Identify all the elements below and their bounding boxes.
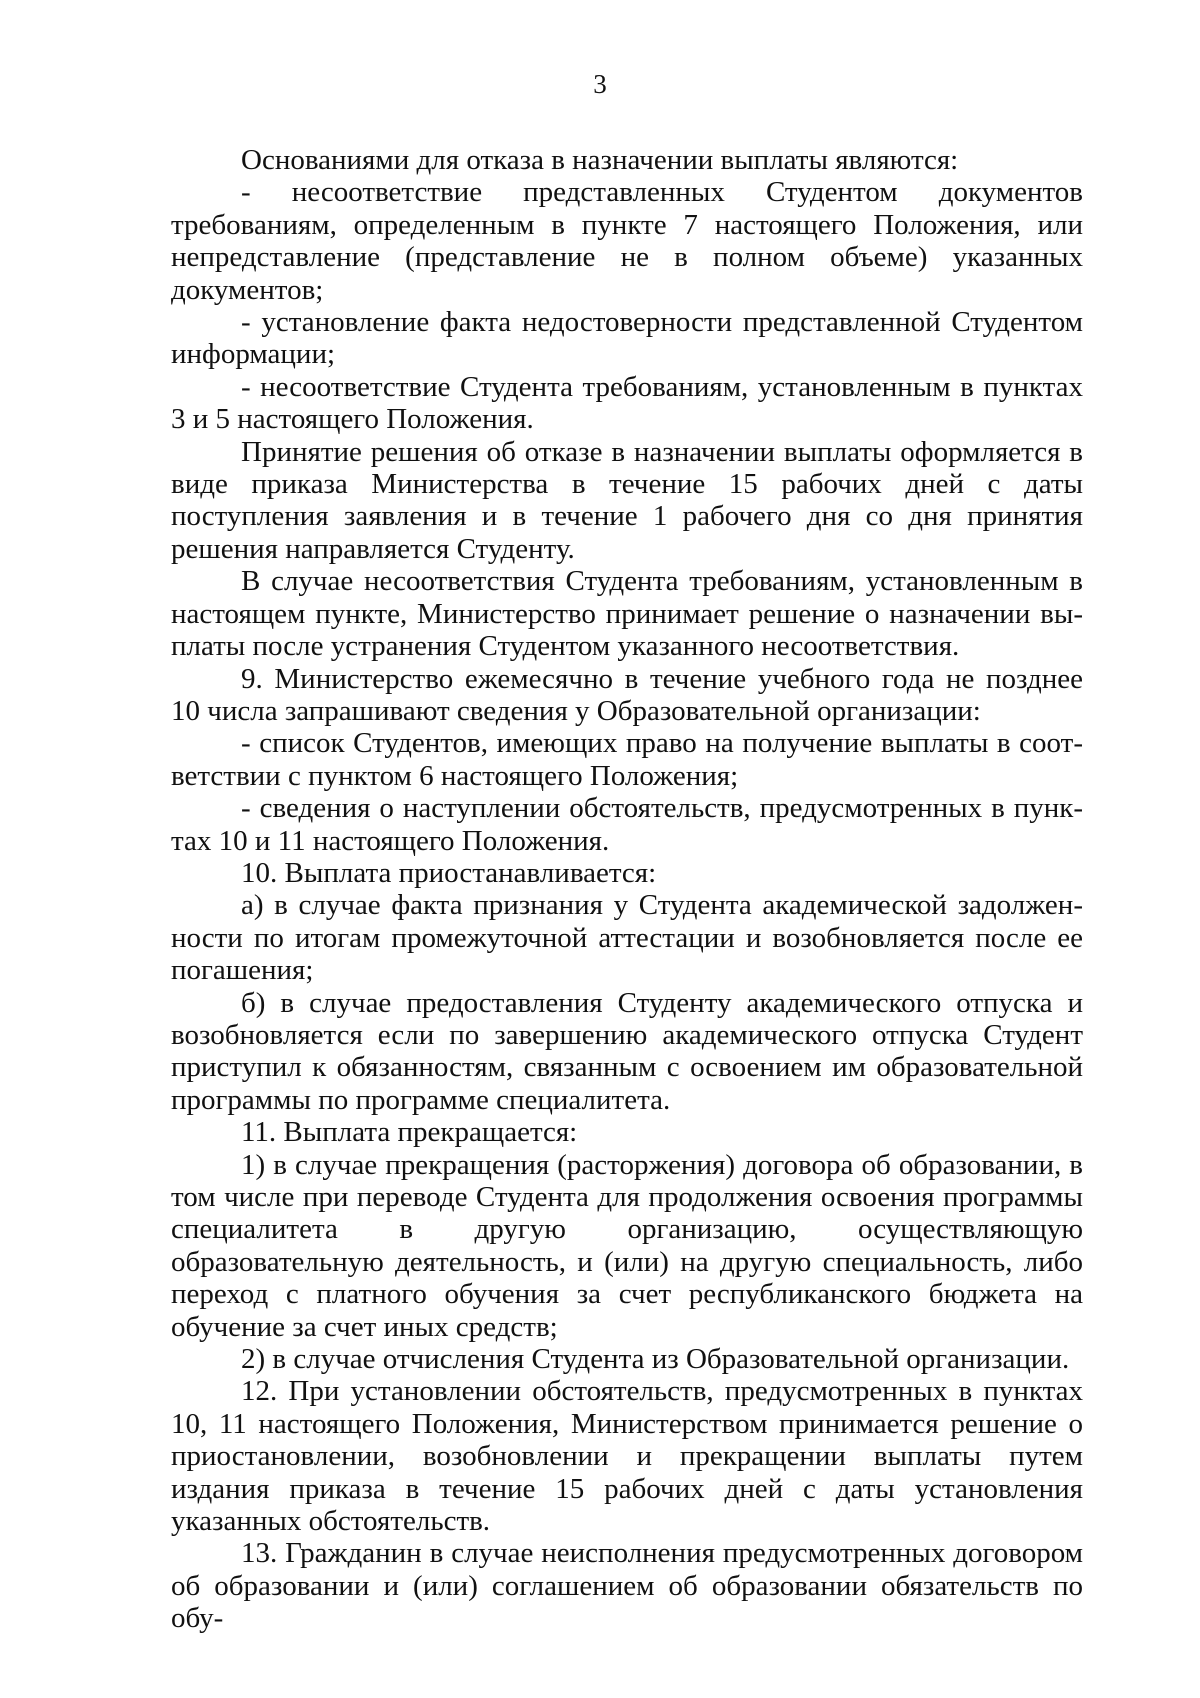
paragraph-item-9-list-students: - список Студентов, имеющих право на получение выплаты в соответствии с пунктом 6 настоящего Положения; bbox=[171, 727, 1083, 792]
paragraph-refusal-documents: - несоответствие представленных Студентом документов требованиям, определенным в пункте 7 настоящего Положения, или непредставление (представление не в полном объеме) указанных документов; bbox=[171, 176, 1083, 306]
paragraph-item-13: 13. Гражданин в случае неисполнения предусмотренных договором об образовании и (или) соглашением об образовании обязательств по обу- bbox=[171, 1537, 1083, 1635]
paragraph-item-10-b: б) в случае предоставления Студенту академического отпуска и возобновляется если по завершению академического отпуска Студент приступил к обязанностям, связанным с освоением им образовательной программы по программе специалитета. bbox=[171, 986, 1083, 1116]
paragraph-noncompliance: В случае несоответствия Студента требованиям, установленным в настоящем пункте, Министерство принимает решение о назначении выплаты после устранения Студентом указанного несоответствия. bbox=[171, 565, 1083, 663]
paragraph-item-11-1: 1) в случае прекращения (расторжения) договора об образовании, в том числе при переводе Студента для продолжения освоения программы специалитета в другую организацию, осуществляющую образовательную деятельность, и (или) на другую специальность, либо переход с платного обучения за счет республиканского бюджета на обучение за счет иных средств; bbox=[171, 1148, 1083, 1343]
paragraph-item-11: 11. Выплата прекращается: bbox=[241, 1116, 578, 1149]
paragraph-item-10-a: а) в случае факта признания у Студента академической задолженности по итогам промежуточной аттестации и возобновляется после ее погашения; bbox=[171, 889, 1083, 987]
paragraph-item-9-circumstances: - сведения о наступлении обстоятельств, предусмотренных в пунктах 10 и 11 настоящего Положения. bbox=[171, 792, 1083, 857]
paragraph-refusal-requirements: - несоответствие Студента требованиям, установленным в пунктах 3 и 5 настоящего Положения. bbox=[171, 370, 1083, 436]
paragraph-item-12: 12. При установлении обстоятельств, предусмотренных в пунктах 10, 11 настоящего Положения, Министерством принимается решение о приостановлении, возобновлении и прекращении выплаты путем издания приказа в течение 15 рабочих дней с даты установления указанных обстоятельств. bbox=[171, 1375, 1083, 1538]
document-body bbox=[171, 144, 1083, 1635]
paragraph-refusal-grounds-intro: Основаниями для отказа в назначении выплаты являются: bbox=[241, 144, 959, 176]
paragraph-refusal-decision: Принятие решения об отказе в назначении выплаты оформляется в виде приказа Министерства в течение 15 рабочих дней с даты поступления заявления и в течение 1 рабочего дня со дня принятия решения направляется Студенту. bbox=[171, 435, 1083, 565]
page-number: 3 bbox=[593, 69, 607, 99]
paragraph-item-10: 10. Выплата приостанавливается: bbox=[241, 856, 657, 889]
paragraph-item-9: 9. Министерство ежемесячно в течение учебного года не позднее 10 числа запрашивают сведения у Образовательной организации: bbox=[171, 662, 1083, 727]
paragraph-item-11-2: 2) в случае отчисления Студента из Образовательной организации. bbox=[241, 1343, 1070, 1376]
paragraph-refusal-false-info: - установление факта недостоверности представленной Студентом информации; bbox=[171, 306, 1083, 371]
